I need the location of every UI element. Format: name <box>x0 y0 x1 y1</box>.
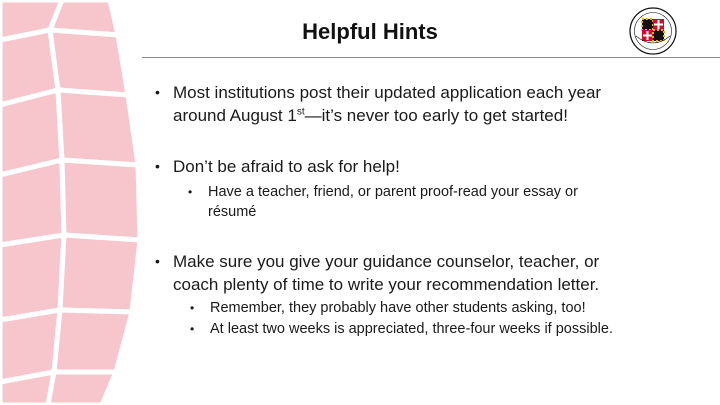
sub-bullet-item <box>190 298 586 318</box>
university-seal-logo <box>628 6 678 56</box>
sub-bullet-text-line: At least two weeks is appreciated, three-four weeks if possible. <box>210 321 613 337</box>
sub-bullet-text-line: résumé <box>208 204 257 220</box>
turtle-shell-pattern <box>0 0 150 405</box>
bullet-icon: • <box>155 158 160 174</box>
sub-bullet-item <box>190 319 613 339</box>
bullet-item <box>155 250 600 296</box>
bullet-text-line: Don’t be afraid to ask for help! <box>173 157 400 176</box>
title-divider <box>142 57 720 58</box>
bullet-item <box>155 155 400 178</box>
bullet-text-line: Make sure you give your guidance counselor, teacher, or <box>173 252 600 271</box>
sub-bullet-text-line: Remember, they probably have other students asking, too! <box>210 300 586 316</box>
bullet-icon: • <box>190 301 195 315</box>
bullet-icon: • <box>155 84 160 100</box>
bullet-item <box>155 81 602 127</box>
bullet-text-line: coach plenty of time to write your recommendation letter. <box>173 275 600 294</box>
bullet-icon: • <box>188 185 193 199</box>
slide-title: Helpful Hints <box>302 19 438 44</box>
bullet-text-line: around August 1st—it’s never too early to get started! <box>173 106 568 125</box>
sub-bullet-text-line: Have a teacher, friend, or parent proof-read your essay or <box>208 184 578 200</box>
bullet-icon: • <box>155 253 160 269</box>
bullet-icon: • <box>190 322 195 336</box>
sub-bullet-item <box>188 182 578 222</box>
bullet-text-line: Most institutions post their updated application each year <box>173 83 602 102</box>
